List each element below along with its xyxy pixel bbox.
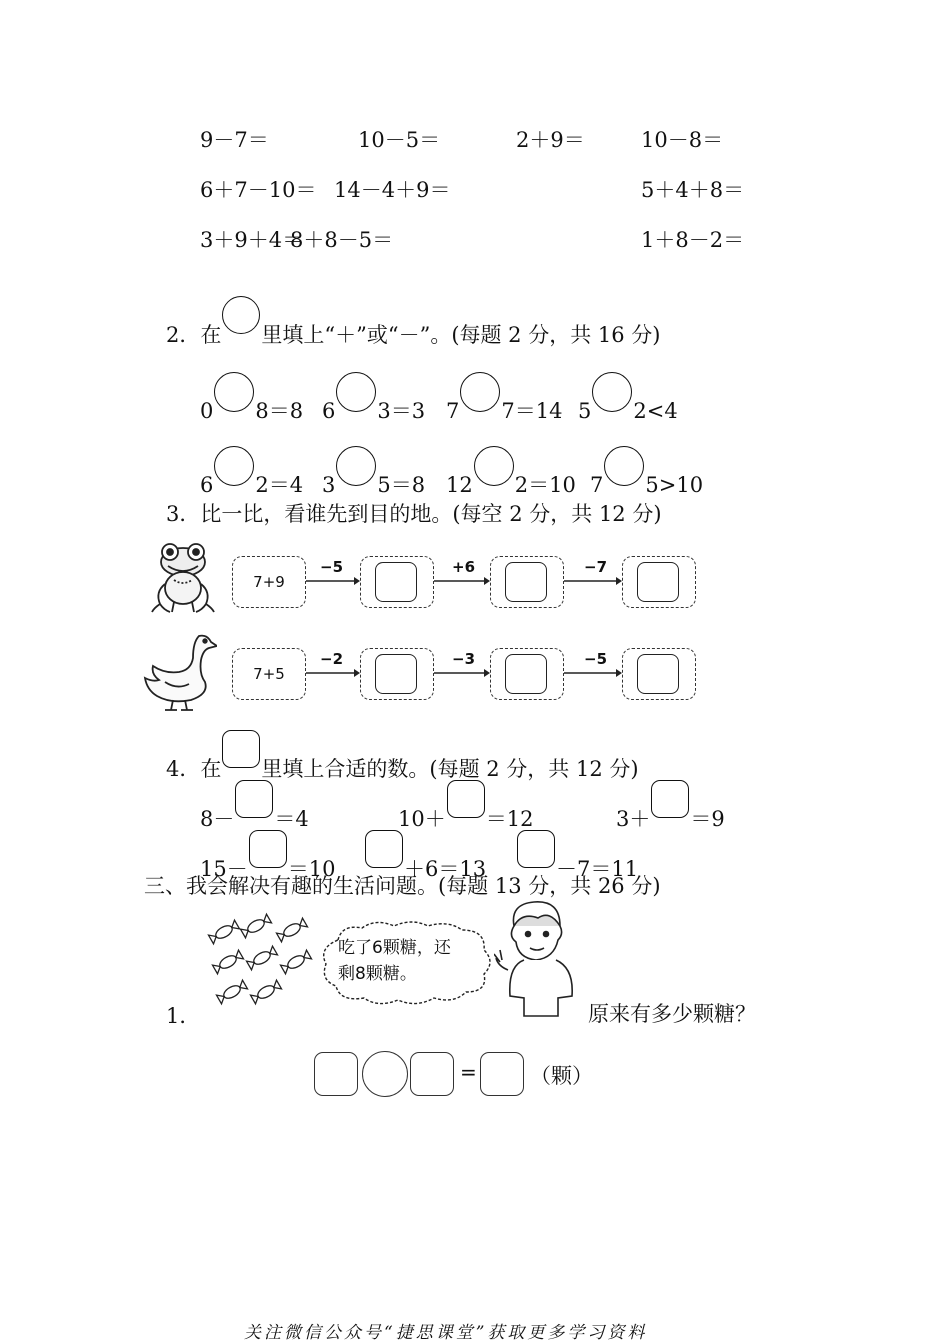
calc-item: 2＋9＝ [516, 128, 585, 152]
arrow-icon [564, 666, 622, 680]
arrow-icon [434, 574, 490, 588]
q2-operand: 3＝3 [377, 399, 426, 423]
calc-item: 3＋9＋4＝ [200, 228, 304, 252]
q2-item [446, 372, 562, 425]
arrow-icon [306, 574, 360, 588]
answer-box[interactable] [365, 830, 403, 868]
calc-item: 10－5＝ [358, 128, 441, 152]
q4-after: ＝10 [287, 857, 336, 881]
goose-op-label: −3 [452, 650, 476, 668]
frog-start-expression: 7+9 [253, 573, 285, 591]
q2-operand: 8＝8 [255, 399, 304, 423]
goose-step-box [360, 648, 434, 700]
q2-item [578, 372, 678, 425]
goose-op-label: −2 [320, 650, 344, 668]
operator-circle[interactable] [460, 372, 500, 412]
q2-item [590, 446, 703, 499]
answer-box[interactable] [637, 654, 679, 694]
q2-operand: 6 [322, 399, 336, 423]
frog-op-label: −7 [584, 558, 608, 576]
arrow-icon [564, 574, 622, 588]
q4-before: 8－ [200, 807, 235, 831]
q2-suffix: 里填上“＋”或“－”。(每题 2 分，共 16 分) [261, 323, 661, 347]
operator-circle[interactable] [474, 446, 514, 486]
unit-label: （颗） [530, 1064, 593, 1088]
candies-icon [206, 912, 316, 1012]
q2-title [166, 296, 661, 349]
answer-box[interactable] [505, 654, 547, 694]
q2-operand: 6 [200, 473, 214, 497]
calc-item: 10－8＝ [641, 128, 724, 152]
q2-operand: 7 [590, 473, 604, 497]
q2-operand: 5 [578, 399, 592, 423]
q2-operand: 7 [446, 399, 460, 423]
answer-box[interactable] [249, 830, 287, 868]
q2-operand: 7＝14 [501, 399, 563, 423]
q4-before: 3＋ [616, 807, 651, 831]
q2-operand: 3 [322, 473, 336, 497]
frog-op-label: −5 [320, 558, 344, 576]
frog-step-box [622, 556, 696, 608]
q2-operand: 0 [200, 399, 214, 423]
goose-start-box [232, 648, 306, 700]
q4-item [200, 780, 309, 833]
answer-box[interactable] [235, 780, 273, 818]
q2-operand: 5>10 [645, 473, 704, 497]
answer-box[interactable] [505, 562, 547, 602]
answer-box[interactable] [314, 1052, 358, 1096]
calc-item: 9－7＝ [200, 128, 269, 152]
answer-box[interactable] [375, 654, 417, 694]
operator-circle[interactable] [336, 372, 376, 412]
q4-after: ＝9 [690, 807, 725, 831]
q2-prefix: 2．在 [166, 323, 222, 347]
operator-circle[interactable] [362, 1051, 408, 1097]
answer-box[interactable] [651, 780, 689, 818]
q2-item [446, 446, 576, 499]
q4-after: －7＝11 [556, 857, 639, 881]
answer-box[interactable] [637, 562, 679, 602]
answer-box[interactable] [480, 1052, 524, 1096]
answer-box[interactable] [517, 830, 555, 868]
answer-box[interactable] [410, 1052, 454, 1096]
footer-note: 关注微信公众号“捷思课堂”获取更多学习资料 [244, 1323, 648, 1343]
calc-item: 6＋7－10＝ [200, 178, 317, 202]
q4-title [166, 730, 639, 783]
q3-title: 3．比一比，看谁先到目的地。(每空 2 分，共 12 分) [166, 502, 662, 526]
answer-circle-icon [222, 296, 260, 334]
calc-item: 1＋8－2＝ [641, 228, 745, 252]
q2-operand: 5＝8 [377, 473, 426, 497]
q2-item [200, 372, 303, 425]
q4-before: 10＋ [398, 807, 446, 831]
answer-box[interactable] [447, 780, 485, 818]
operator-circle[interactable] [336, 446, 376, 486]
q4-after: ＝12 [485, 807, 534, 831]
calc-item: 8＋8－5＝ [290, 228, 394, 252]
q4-item [616, 780, 725, 833]
equals-sign: = [460, 1060, 477, 1084]
answer-box-icon [222, 730, 260, 768]
q4-item [398, 780, 533, 833]
q4-after: ＝4 [274, 807, 309, 831]
q4-after: ＋6＝13 [404, 857, 487, 881]
frog-step-box [490, 556, 564, 608]
q2-operand: 2<4 [633, 399, 678, 423]
goose-step-box [622, 648, 696, 700]
speech-line: 吃了6颗糖，还 [338, 938, 451, 958]
q2-item [322, 372, 425, 425]
q4-suffix: 里填上合适的数。(每题 2 分，共 12 分) [261, 757, 639, 781]
problem-number: 1． [166, 1004, 201, 1028]
q2-operand: 12 [446, 473, 473, 497]
answer-box[interactable] [375, 562, 417, 602]
goose-start-expression: 7+5 [253, 665, 285, 683]
operator-circle[interactable] [604, 446, 644, 486]
speech-line: 剩8颗糖。 [338, 964, 417, 984]
q2-operand: 2＝10 [514, 473, 576, 497]
q2-operand: 2＝4 [255, 473, 304, 497]
operator-circle[interactable] [214, 372, 254, 412]
arrow-icon [306, 666, 360, 680]
boy-icon [494, 896, 580, 1020]
calc-item: 5＋4＋8＝ [641, 178, 745, 202]
frog-icon [150, 540, 216, 614]
frog-op-label: +6 [452, 558, 476, 576]
frog-step-box [360, 556, 434, 608]
goose-op-label: −5 [584, 650, 608, 668]
section3-title: 三、我会解决有趣的生活问题。(每题 13 分，共 26 分) [144, 874, 661, 898]
q4-before: 15－ [200, 857, 248, 881]
q4-prefix: 4．在 [166, 757, 222, 781]
calc-item: 14－4＋9＝ [334, 178, 451, 202]
goose-step-box [490, 648, 564, 700]
q2-item [322, 446, 425, 499]
frog-start-box [232, 556, 306, 608]
operator-circle[interactable] [592, 372, 632, 412]
problem-question: 原来有多少颗糖？ [588, 1002, 756, 1026]
operator-circle[interactable] [214, 446, 254, 486]
q2-item [200, 446, 303, 499]
goose-icon [143, 630, 217, 712]
arrow-icon [434, 666, 490, 680]
